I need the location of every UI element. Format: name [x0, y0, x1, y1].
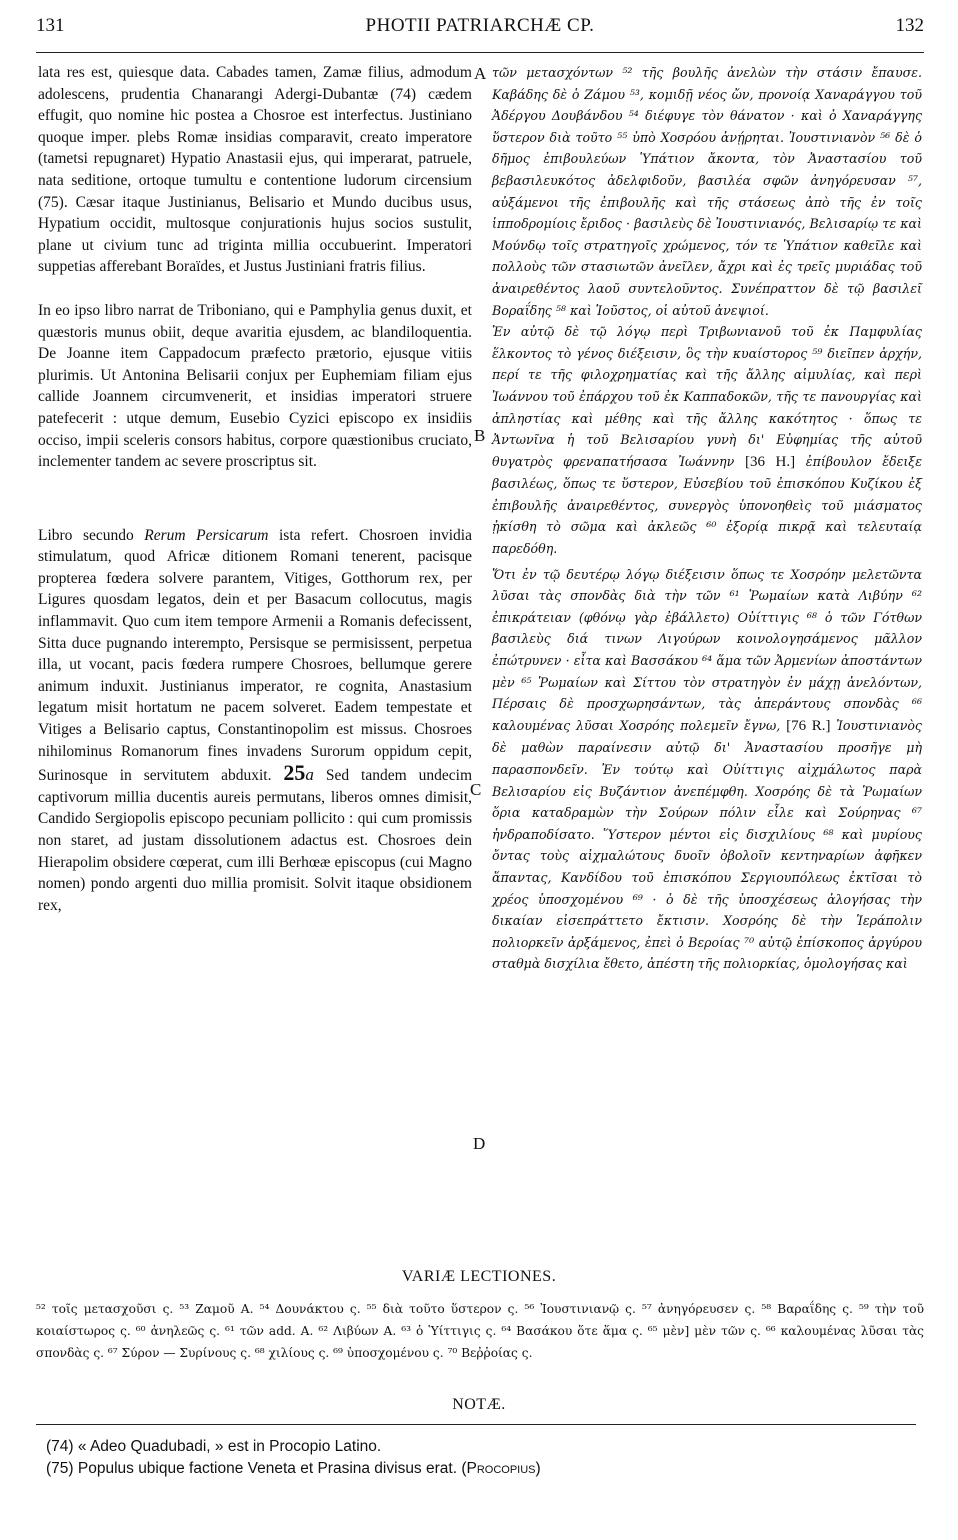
- running-title: PHOTII PATRIARCHÆ CP.: [365, 15, 595, 36]
- source-procopius: Procopius: [466, 1460, 536, 1477]
- header-rule: [36, 52, 924, 53]
- notae-title: NOTÆ.: [452, 1396, 506, 1413]
- page-header: [36, 12, 924, 40]
- variae-lectiones-title: VARIÆ LECTIONES.: [401, 1268, 557, 1285]
- notae: [46, 1436, 924, 1480]
- margin-marker-c: C: [470, 780, 482, 799]
- latin-paragraph-1: lata res est, quiesque data. Cabades tamen, Zamæ filius, admodum adolescens, prudentia Chanarangi Adergi-Dubantæ (74) cædem effugit, quo nomine hic postea a Chosroe est interfectus. Justiniano quoque imper. plebs Romæ insidias comparavit, creato imperatore (tametsi repugnaret) Hypatio Anastasii ejus, qui imperarat, patruele, nata seditione, ortoque tumultu e contentione ludorum circensium (75). Cæsar itaque Justinianus, Belisario et Mundo ducibus usus, Hypatium occidit, multosque conjurationis hujus socios sustulit, plane ut civium tunc ad triginta millia occubuerint. Imperatori suppetias afferebant Boraïdes, et Justus Justiniani fratris filius.: [38, 64, 472, 276]
- latin-paragraph-2: In eo ipso libro narrat de Triboniano, qui e Pamphylia genus duxit, et quæstoris munus obiit, deque avaritia ejusdem, ac blandiloquentia. De Joanne item Cappadocum præfecto prætorio, ejusque vitiis plurimis. Ut Antonina Belisarii conjux per Euphemiam filiam ejus callide Joannem circumvenerit, et insidias imperatori struere patefecerit : utque demum, Eusebio Cyzici episcopo ex insidiis occiso, impii sceleris consors habitus, corpore quæstionibus cruciato, inclementer tandem ac severe proscriptus sit.: [38, 301, 472, 471]
- latin-paragraph-3: Libro secundo Rerum Persicarum ista refert. Chosroen invidia stimulatum, quod Africæ ditionem Romani tenerent, pacisque propterea fœdera solvere parantem, Vitiges, Gotthorum rex, per Ligures quosdam legatos, dein et per Basacum collocutus, magis inflammavit. Quo cum item tempore Armenii a Romanis defecissent, Sitta duce pugnando interempto, Persisque se permisissent, perpetua illa, ut vocant, pacis fœdera rumpere Chosroes, bellumque gerere animum induxit. Justinianus imperator, re cognita, Anastasium legatum misit hortatum ne pacem solveret. Eadem tempestate et Vitiges a Belisario captus, Constantinopolim est missus. Chosroes nihilominus Romanorum fines invadens Surorum oppidum cepit, Surinosque in servitutem abduxit. 25a Sed tandem undecim captivorum millia ducentis aureis permutans, liberos omnes dimisit, Candido Sergiopolis episcopo pecuniam pollicito : qui cum promissis non staret, ad justam dissolutionem adactus est. Chosroes dein Hierapolim obsidere cœperat, cum illi Berhœæ episcopus (cui Magno nomen) pondo argenti duo millia promisit. Solvit itaque obsidionem rex,: [38, 526, 472, 914]
- latin-column: [38, 62, 472, 916]
- work-title: Rerum Persicarum: [144, 526, 269, 544]
- margin-marker-b: B: [474, 426, 486, 445]
- greek-paragraph-1: τῶν μετασχόντων ⁵² τῆς βουλῆς ἀνελὼν τὴν στάσιν ἔπαυσε. Καβάδης δὲ ὁ Ζάμου ⁵³, κομιδῇ νέος ὤν, προνοίᾳ Χαναράγγου τοῦ Ἀδέργου Δουβάνδου ⁵⁴ διέφυγε τὸν θάνατον · καὶ ὁ Χαναράγγης ὕστερον διὰ τοῦτο ⁵⁵ ὑπὸ Χοσρόου ἀνῄρηται. Ἰουστινιανὸν ⁵⁶ δὲ ὁ δῆμος ἐπιβουλεύων Ὑπάτιον ἄκοντα, τὸν Ἀναστασίου τοῦ βεβασιλευκότος ἀδελφιδοῦν, βασιλέα σφῶν ἀνηγόρευσαν ⁵⁷, αὐξάμενοι τῆς ἐπιβουλῆς καὶ τῆς στάσεως ἀπὸ τῆς ἐν τοῖς ἱπποδρομίοις ἔριδος · βασιλεὺς δὲ Ἰουστινιανός, Βελισαρίῳ τε καὶ Μούνδῳ τοῖς στρατηγοῖς χρώμενος, τόν τε Ὑπάτιον καθεῖλε καὶ πολλοὺς τῶν στασιωτῶν ἀνεῖλεν, ἄχρι καὶ ἐς τρεῖς μυριάδας τοῦ ἀναιρεθέντος λαοῦ συντελοῦντος. Συνέπραττον δὲ τῷ βασιλεῖ Βοραΐδης ⁵⁸ καὶ Ἰοῦστος, οἱ αὐτοῦ ἀνεψιοί.: [492, 65, 922, 318]
- note-74: (74) « Adeo Quadubadi, » est in Procopio Latino.: [46, 1438, 382, 1455]
- variae-lectiones: [36, 1298, 924, 1364]
- greek-column: [492, 62, 922, 975]
- greek-paragraph-3: Ὅτι ἐν τῷ δευτέρῳ λόγῳ διέξεισιν ὅπως τε Χοσρόην μελετῶντα λῦσαι τὰς σπονδὰς διὰ τὴν τῶν ⁶¹ Ῥωμαίων κατὰ Λιβύην ⁶² ἐπικράτειαν (φθόνῳ γὰρ ἐβάλλετο) Οὐίττιγις ⁶⁸ ὁ τῶν Γότθων βασιλεὺς διά τινων Λιγούρων κοινολογησάμενος μᾶλλον ἐπώτρυνεν · εἶτα καὶ Βασσάκου ⁶⁴ ἅμα τῶν Ἀρμενίων ἀποστάντων μὲν ⁶⁵ Ῥωμαίων καὶ Σίττου τὸν στρατηγὸν ἐν μάχῃ ἀνελόντων, Πέρσαις δὲ προσχωρησάντων, τὰς ἀπεράντους σπονδὰς ⁶⁶ καλουμένας λῦσαι Χοσρόης πολεμεῖν ἔγνω, [76 R.] Ἰουστινιανὸς δὲ μαθὼν παραίνεσιν αὐτῷ δι' Ἀναστασίου προσῆγε μὴ παρασπονδεῖν. Ἐν τούτῳ καὶ Οὐίττιγις αἰχμάλωτος παρὰ Βελισαρίου εἰς Βυζάντιον ἀνεπέμφθη. Χοσρόης δὲ τὰ Ῥωμαίων ὅρια καταδραμὼν τὴν Σούρων πόλιν εἷλε καὶ Σούρηνας ⁶⁷ ἠνδραποδίσατο. Ὕστερον μέντοι εἰς δισχιλίους ⁶⁸ καὶ μυρίους ὄντας τοὺς αἰχμαλώτους δυοῖν ὀβολοῖν κεντηναρίων ἀφῆκεν ἅπαντας, Κανδίδου τοῦ ἐπισκόπου Σεργιουπόλεως ἐκτῖσαι τὸ χρέος ὑποσχομένου ⁶⁹ · ὁ δὲ τῆς ὑποσχέσεως ἀλογήσας τὴν δικαίαν εἰσεπράττετο ἔκτισιν. Χοσρόης δὲ τὴν Ἱεράπολιν πολιορκεῖν ἀρξάμενος, ἐπεὶ ὁ Βεροίας ⁷⁰ αὐτῷ ἐπίσκοπος ἀργύρου σταθμὰ δισχίλια ἔθετο, ἀπέστη τῆς πολιορκίας, ὁμολογήσας καὶ: [492, 566, 922, 972]
- page-ref-36: [36 H.]: [745, 453, 796, 470]
- notae-rule: [36, 1424, 916, 1425]
- variae-text: ⁵² τοῖς μετασχοῦσι ς. ⁵³ Ζαμοῦ A. ⁵⁴ Δουνάκτου ς. ⁵⁵ διὰ τοῦτο ὕστερον ς. ⁵⁶ Ἰουστινιανῷ ς. ⁵⁷ ἀνηγόρευσεν ς. ⁵⁸ Βαραΐδης ς. ⁵⁹ τὴν τοῦ κοιαίστωρος ς. ⁶⁰ ἀνηλεῶς ς. ⁶¹ τῶν add. A. ⁶² Λιβύων A. ⁶³ ὁ Ὑίττιγις ς. ⁶⁴ Βασάκου ὅτε ἅμα ς. ⁶⁵ μὲν] μὲν τῶν ς. ⁶⁶ καλουμένας λῦσαι τὰς σπονδὰς ς. ⁶⁷ Σύρον — Συρίνους ς. ⁶⁸ χιλίους ς. ⁶⁹ ὑποσχομένου ς. ⁷⁰ Βεῤῥοίας ς.: [36, 1302, 924, 1360]
- margin-marker-d: D: [473, 1134, 486, 1153]
- section-number: 25: [283, 760, 306, 786]
- greek-paragraph-2: Ἐν αὐτῷ δὲ τῷ λόγῳ περὶ Τριβωνιανοῦ τοῦ ἐκ Παμφυλίας ἕλκοντος τὸ γένος διέξεισιν, ὃς τὴν κυαίστορος ⁵⁹ διεῖπεν ἀρχήν, περί τε τῆς φιλοχρηματίας καὶ τῆς ἄλλης αἱμυλίας, καὶ περὶ Ἰωάννου τοῦ ἐπάρχου τοῦ ἐκ Καππαδοκῶν, τῆς τε πανουργίας καὶ ἀπληστίας καὶ μέθης καὶ τῆς ἄλλης κακότητος · ὅπως τε Ἀντωνῖνα ἡ τοῦ Βελισαρίου γυνὴ δι' Εὐφημίας τῆς αὐτοῦ θυγατρὸς φρεναπατήσασα Ἰωάννην [36 H.] ἐπίβουλον ἔδειξε βασιλέως, ὅπως τε ὕστερον, Εὐσεβίου τοῦ ἐπισκόπου Κυζίκου ἐξ ἐπιβουλῆς ἀναιρεθέντος, συνεργὸς ὑπονοηθεὶς τοῦ μιάσματος ᾐκίσθη τὸ σῶμα καὶ ἀκλεῶς ⁶⁰ ἐξορίᾳ πικρᾷ καὶ τελευταίᾳ παρεδόθη.: [492, 324, 922, 557]
- margin-marker-a: A: [474, 64, 487, 83]
- note-75: (75) Populus ubique factione Veneta et Prasina divisus erat. (Procopius): [46, 1460, 541, 1477]
- page-ref-76: [76 R.]: [786, 717, 831, 734]
- page-number-right: 132: [895, 15, 924, 36]
- page-number-left: 131: [36, 15, 65, 36]
